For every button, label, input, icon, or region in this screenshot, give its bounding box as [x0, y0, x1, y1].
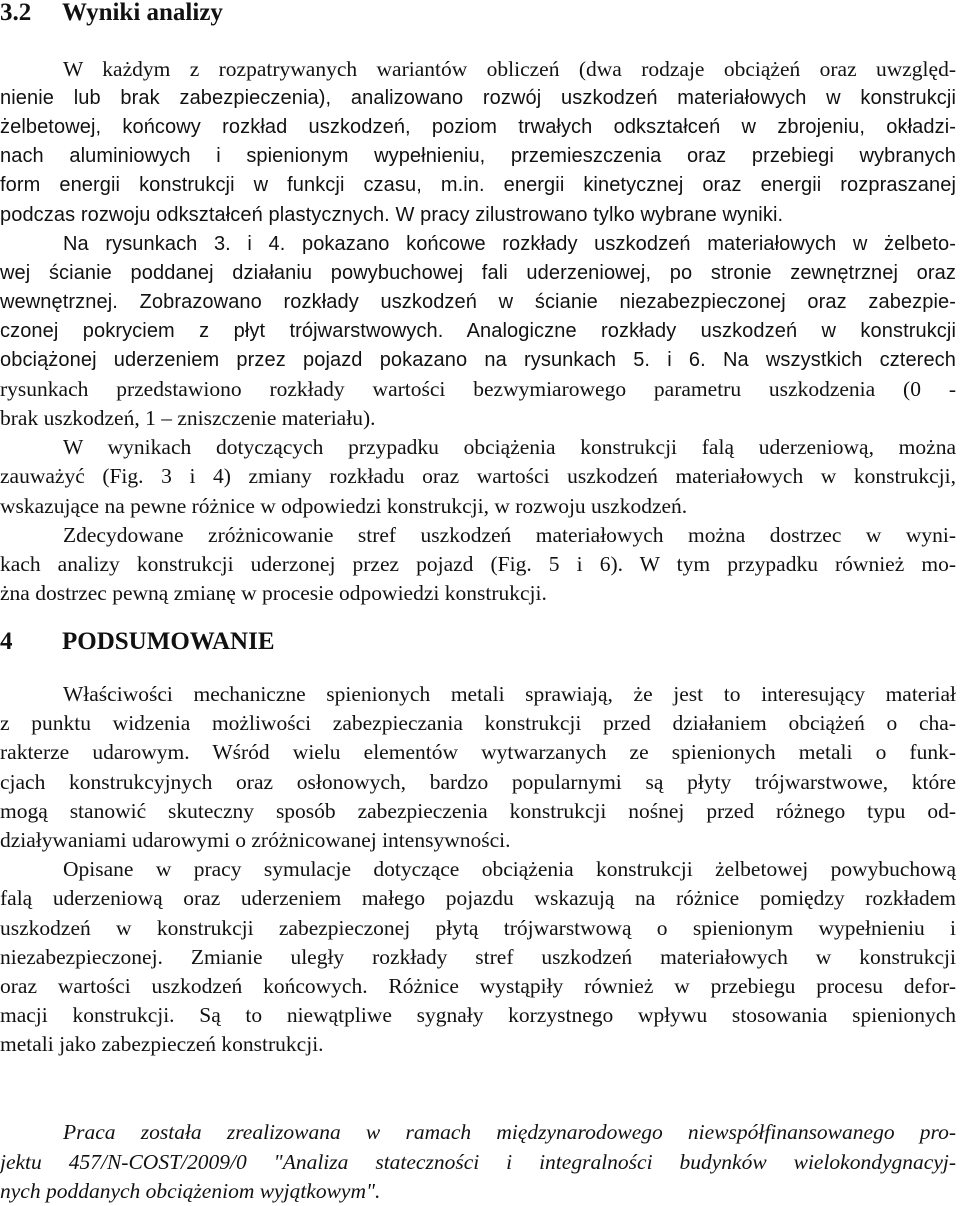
paragraph-line: Właściwości mechaniczne spienionych metali sprawiają, że jest to interesujący materiał	[63, 682, 956, 706]
paragraph-line: Opisane w pracy symulacje dotyczące obciążenia konstrukcji żelbetowej powybuchową	[63, 857, 956, 882]
paragraph-line: form energii konstrukcji w funkcji czasu, m.in. energii kinetycznej oraz energii rozpraszanej	[0, 174, 956, 197]
paragraph-line: mogą stanowić skuteczny sposób zabezpieczenia konstrukcji nośnej przed różnego typu od-	[0, 798, 956, 823]
paragraph-line: działywaniami udarowymi o zróżnicowanej intensywności.	[0, 828, 511, 852]
paragraph-line: wej ścianie poddanej działaniu powybuchowej fali uderzeniowej, po stronie zewnętrznej oraz	[0, 261, 956, 284]
paragraph-line: brak uszkodzeń, 1 – zniszczenie materiału).	[0, 406, 376, 431]
paragraph-line: falą uderzeniową oraz uderzeniem małego pojazdu wskazują na różnice pomiędzy rozkładem	[0, 886, 956, 911]
acknowledgement-line: nych poddanych obciążeniom wyjątkowym".	[0, 1179, 381, 1203]
paragraph-line: z punktu widzenia możliwości zabezpieczania konstrukcji przed działaniem obciążeń o cha-	[0, 711, 956, 736]
section-number: 3.2	[0, 0, 32, 26]
paragraph-line: czonej pokryciem z płyt trójwarstwowych. Analogiczne rozkłady uszkodzeń w konstrukcji	[0, 319, 956, 342]
paragraph-line: metali jako zabezpieczeń konstrukcji.	[0, 1032, 324, 1057]
paragraph-line: W wynikach dotyczących przypadku obciążenia konstrukcji falą uderzeniową, można	[63, 435, 956, 460]
paragraph-line: W każdym z rozpatrywanych wariantów obliczeń (dwa rodzaje obciążeń oraz uwzględ-	[63, 57, 956, 81]
paragraph-line: wewnętrznej. Zobrazowano rozkłady uszkodzeń w ścianie niezabezpieczonej oraz zabezpie-	[0, 290, 956, 313]
paragraph-line: oraz wartości uszkodzeń końcowych. Różnice wystąpiły również w przebiegu procesu defor-	[0, 974, 956, 998]
paragraph-line: rysunkach przedstawiono rozkłady wartości bezwymiarowego parametru uszkodzenia (0 -	[0, 377, 956, 402]
paragraph-line: żna dostrzec pewną zmianę w procesie odpowiedzi konstrukcji.	[0, 580, 547, 605]
section-heading-3-2	[0, 0, 223, 28]
paragraph-line: nach aluminiowych i spienionym wypełnieniu, przemieszczenia oraz przebiegi wybranych	[0, 145, 956, 168]
paragraph-line: cjach konstrukcyjnych oraz osłonowych, bardzo popularnymi są płyty trójwarstwowe, które	[0, 769, 956, 794]
section-heading-4	[0, 627, 275, 657]
acknowledgement-line: jektu 457/N-COST/2009/0 "Analiza stateczności i integralności budynków wielokondygnacyj-	[0, 1149, 956, 1174]
paragraph-line: rakterze udarowym. Wśród wielu elementów wytwarzanych ze spienionych metali o funk-	[0, 740, 956, 765]
paragraph-line: niezabezpieczonej. Zmianie uległy rozkłady stref uszkodzeń materiałowych w konstrukcji	[0, 944, 956, 969]
section-title: PODSUMOWANIE	[62, 628, 275, 655]
section-title: Wyniki analizy	[62, 0, 223, 26]
paragraph-line: uszkodzeń w konstrukcji zabezpieczonej płytą trójwarstwową o spienionym wypełnieniu i	[0, 915, 956, 940]
paragraph-line: wskazujące na pewne różnice w odpowiedzi konstrukcji, w rozwoju uszkodzeń.	[0, 493, 688, 518]
section-number: 4	[0, 628, 13, 655]
paragraph-line: Na rysunkach 3. i 4. pokazano końcowe rozkłady uszkodzeń materiałowych w żelbeto-	[63, 232, 956, 255]
acknowledgement-line: Praca została zrealizowana w ramach międzynarodowego niewspółfinansowanego pro-	[63, 1120, 956, 1144]
paragraph-line: kach analizy konstrukcji uderzonej przez pojazd (Fig. 5 i 6). W tym przypadku również mo-	[0, 551, 956, 576]
paragraph-line: zauważyć (Fig. 3 i 4) zmiany rozkładu oraz wartości uszkodzeń materiałowych w konstrukcji,	[0, 464, 956, 489]
paragraph-line: podczas rozwoju odkształceń plastycznych. W pracy zilustrowano tylko wybrane wyniki.	[0, 203, 784, 226]
paragraph-line: żelbetowej, końcowy rozkład uszkodzeń, poziom trwałych odkształceń w zbrojeniu, okładzi-	[0, 116, 956, 139]
paragraph-line: obciążonej uderzeniem przez pojazd pokazano na rysunkach 5. i 6. Na wszystkich czterech	[0, 349, 956, 371]
paragraph-line: macji konstrukcji. Są to niewątpliwe sygnały korzystnego wpływu stosowania spienionych	[0, 1003, 956, 1028]
paragraph-line: Zdecydowane zróżnicowanie stref uszkodzeń materiałowych można dostrzec w wyni-	[63, 522, 956, 547]
paragraph-line: nienie lub brak zabezpieczenia), analizowano rozwój uszkodzeń materiałowych w konstrukcji	[0, 87, 956, 110]
